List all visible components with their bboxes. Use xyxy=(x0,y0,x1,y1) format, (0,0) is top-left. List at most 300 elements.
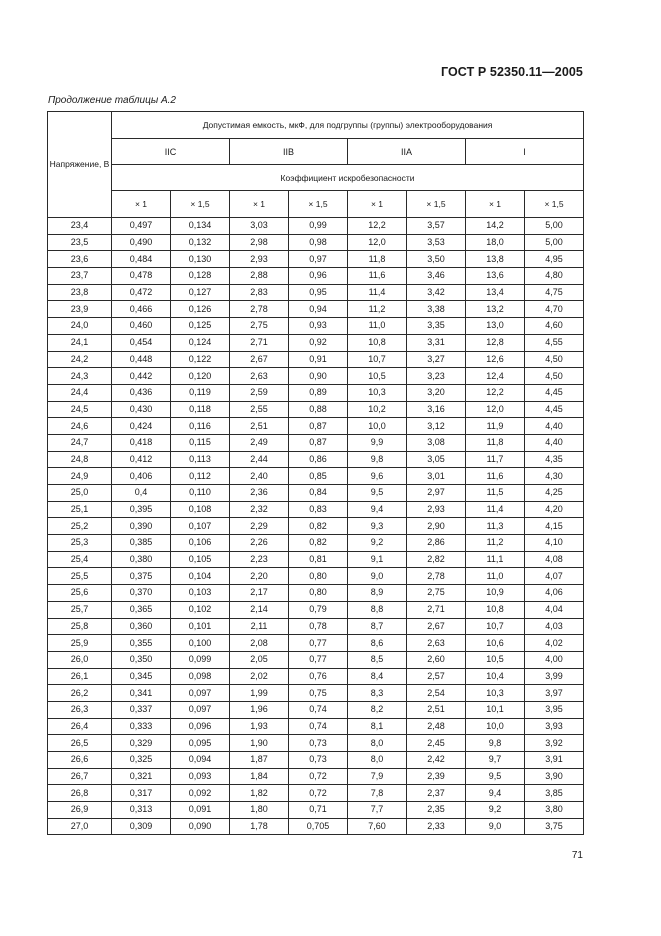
document-standard-number: ГОСТ Р 52350.11—2005 xyxy=(440,65,583,79)
capacity-cell: 9,5 xyxy=(348,485,407,502)
capacity-cell: 0,099 xyxy=(171,651,230,668)
table-body xyxy=(48,218,584,835)
capacity-cell: 12,2 xyxy=(348,218,407,235)
capacity-cell: 3,23 xyxy=(407,368,466,385)
capacity-cell: 9,2 xyxy=(348,535,407,552)
capacity-cell: 11,8 xyxy=(466,434,525,451)
table-row xyxy=(48,802,584,819)
capacity-cell: 10,6 xyxy=(466,635,525,652)
capacity-cell: 1,96 xyxy=(230,701,289,718)
capacity-cell: 3,80 xyxy=(525,802,584,819)
table-row xyxy=(48,551,584,568)
capacity-cell: 7,60 xyxy=(348,818,407,835)
capacity-cell: 0,448 xyxy=(112,351,171,368)
capacity-cell: 2,35 xyxy=(407,802,466,819)
capacity-cell: 0,80 xyxy=(289,585,348,602)
capacity-cell: 0,132 xyxy=(171,234,230,251)
capacity-cell: 11,2 xyxy=(348,301,407,318)
voltage-cell: 24,6 xyxy=(48,418,112,435)
capacity-cell: 11,5 xyxy=(466,485,525,502)
capacity-cell: 0,317 xyxy=(112,785,171,802)
capacity-cell: 10,4 xyxy=(466,668,525,685)
capacity-cell: 0,350 xyxy=(112,651,171,668)
voltage-cell: 25,4 xyxy=(48,551,112,568)
table-row xyxy=(48,601,584,618)
capacity-cell: 4,25 xyxy=(525,485,584,502)
capacity-cell: 2,57 xyxy=(407,668,466,685)
capacity-cell: 9,0 xyxy=(348,568,407,585)
voltage-cell: 25,0 xyxy=(48,485,112,502)
voltage-cell: 27,0 xyxy=(48,818,112,835)
capacity-cell: 0,72 xyxy=(289,768,348,785)
capacity-cell: 3,85 xyxy=(525,785,584,802)
capacity-cell: 9,7 xyxy=(466,752,525,769)
voltage-column-header: Напряжение, В xyxy=(48,112,112,218)
table-row xyxy=(48,268,584,285)
capacity-cell: 1,78 xyxy=(230,818,289,835)
capacity-cell: 2,93 xyxy=(230,251,289,268)
capacity-cell: 11,4 xyxy=(348,284,407,301)
voltage-cell: 24,9 xyxy=(48,468,112,485)
capacity-cell: 3,93 xyxy=(525,718,584,735)
capacity-cell: 10,8 xyxy=(466,601,525,618)
capacity-header: Допустимая емкость, мкФ, для подгруппы (группы) электрооборудования xyxy=(112,112,584,139)
capacity-cell: 12,8 xyxy=(466,334,525,351)
table-row xyxy=(48,334,584,351)
capacity-cell: 0,112 xyxy=(171,468,230,485)
capacity-cell: 0,124 xyxy=(171,334,230,351)
capacity-cell: 0,87 xyxy=(289,418,348,435)
capacity-cell: 0,436 xyxy=(112,384,171,401)
capacity-cell: 0,125 xyxy=(171,318,230,335)
capacity-cell: 2,44 xyxy=(230,451,289,468)
capacity-cell: 10,2 xyxy=(348,401,407,418)
capacity-cell: 2,37 xyxy=(407,785,466,802)
capacity-cell: 11,6 xyxy=(466,468,525,485)
capacity-cell: 13,4 xyxy=(466,284,525,301)
capacity-cell: 0,126 xyxy=(171,301,230,318)
capacity-cell: 0,497 xyxy=(112,218,171,235)
table-row xyxy=(48,351,584,368)
capacity-cell: 9,2 xyxy=(466,802,525,819)
capacity-cell: 0,92 xyxy=(289,334,348,351)
voltage-cell: 25,1 xyxy=(48,501,112,518)
capacity-cell: 0,345 xyxy=(112,668,171,685)
table-row xyxy=(48,468,584,485)
capacity-cell: 9,5 xyxy=(466,768,525,785)
capacity-cell: 0,110 xyxy=(171,485,230,502)
voltage-cell: 23,9 xyxy=(48,301,112,318)
capacity-cell: 0,107 xyxy=(171,518,230,535)
capacity-cell: 0,97 xyxy=(289,251,348,268)
capacity-cell: 0,106 xyxy=(171,535,230,552)
capacity-cell: 3,42 xyxy=(407,284,466,301)
capacity-cell: 4,20 xyxy=(525,501,584,518)
capacity-cell: 10,3 xyxy=(348,384,407,401)
capacity-cell: 2,02 xyxy=(230,668,289,685)
capacity-cell: 0,096 xyxy=(171,718,230,735)
capacity-cell: 0,329 xyxy=(112,735,171,752)
capacity-cell: 0,96 xyxy=(289,268,348,285)
table-row xyxy=(48,618,584,635)
capacity-cell: 0,105 xyxy=(171,551,230,568)
capacity-cell: 10,3 xyxy=(466,685,525,702)
capacity-cell: 4,75 xyxy=(525,284,584,301)
capacity-cell: 0,116 xyxy=(171,418,230,435)
capacity-cell: 4,45 xyxy=(525,401,584,418)
capacity-cell: 0,333 xyxy=(112,718,171,735)
capacity-cell: 3,03 xyxy=(230,218,289,235)
capacity-cell: 13,8 xyxy=(466,251,525,268)
capacity-cell: 8,1 xyxy=(348,718,407,735)
capacity-cell: 10,9 xyxy=(466,585,525,602)
table-row xyxy=(48,418,584,435)
capacity-cell: 3,75 xyxy=(525,818,584,835)
table-row xyxy=(48,585,584,602)
voltage-cell: 24,0 xyxy=(48,318,112,335)
capacity-cell: 4,55 xyxy=(525,334,584,351)
capacity-cell: 4,03 xyxy=(525,618,584,635)
capacity-cell: 10,5 xyxy=(348,368,407,385)
capacity-cell: 2,39 xyxy=(407,768,466,785)
capacity-cell: 0,360 xyxy=(112,618,171,635)
capacity-cell: 0,430 xyxy=(112,401,171,418)
capacity-cell: 2,05 xyxy=(230,651,289,668)
capacity-cell: 0,94 xyxy=(289,301,348,318)
capacity-cell: 0,73 xyxy=(289,735,348,752)
capacity-cell: 2,51 xyxy=(407,701,466,718)
capacity-cell: 2,75 xyxy=(407,585,466,602)
capacity-cell: 10,5 xyxy=(466,651,525,668)
capacity-cell: 2,88 xyxy=(230,268,289,285)
capacity-cell: 0,097 xyxy=(171,701,230,718)
voltage-cell: 26,0 xyxy=(48,651,112,668)
capacity-cell: 4,40 xyxy=(525,418,584,435)
factor-header: × 1,5 xyxy=(171,191,230,218)
capacity-cell: 10,1 xyxy=(466,701,525,718)
page-number: 71 xyxy=(571,850,583,861)
capacity-cell: 0,77 xyxy=(289,635,348,652)
capacity-cell: 0,80 xyxy=(289,568,348,585)
capacity-cell: 0,321 xyxy=(112,768,171,785)
capacity-cell: 8,6 xyxy=(348,635,407,652)
capacity-cell: 0,472 xyxy=(112,284,171,301)
capacity-cell: 0,090 xyxy=(171,818,230,835)
voltage-cell: 24,8 xyxy=(48,451,112,468)
capacity-cell: 13,6 xyxy=(466,268,525,285)
voltage-cell: 24,5 xyxy=(48,401,112,418)
capacity-cell: 0,87 xyxy=(289,434,348,451)
capacity-cell: 0,91 xyxy=(289,351,348,368)
voltage-cell: 24,4 xyxy=(48,384,112,401)
capacity-cell: 4,06 xyxy=(525,585,584,602)
capacity-cell: 3,92 xyxy=(525,735,584,752)
capacity-cell: 2,54 xyxy=(407,685,466,702)
table-row xyxy=(48,535,584,552)
capacity-cell: 10,0 xyxy=(348,418,407,435)
capacity-cell: 13,2 xyxy=(466,301,525,318)
capacity-cell: 0,118 xyxy=(171,401,230,418)
capacity-cell: 0,100 xyxy=(171,635,230,652)
capacity-cell: 0,104 xyxy=(171,568,230,585)
table-row xyxy=(48,651,584,668)
capacity-cell: 3,08 xyxy=(407,434,466,451)
table-row xyxy=(48,251,584,268)
capacity-cell: 11,6 xyxy=(348,268,407,285)
table-row xyxy=(48,401,584,418)
capacity-cell: 2,17 xyxy=(230,585,289,602)
capacity-cell: 18,0 xyxy=(466,234,525,251)
table-row xyxy=(48,234,584,251)
capacity-cell: 8,4 xyxy=(348,668,407,685)
capacity-cell: 3,53 xyxy=(407,234,466,251)
capacity-cell: 0,84 xyxy=(289,485,348,502)
capacity-cell: 0,108 xyxy=(171,501,230,518)
capacity-cell: 2,29 xyxy=(230,518,289,535)
capacity-cell: 11,0 xyxy=(466,568,525,585)
capacity-cell: 0,101 xyxy=(171,618,230,635)
capacity-cell: 9,8 xyxy=(466,735,525,752)
table-row xyxy=(48,384,584,401)
capacitance-table xyxy=(47,111,584,835)
capacity-cell: 0,95 xyxy=(289,284,348,301)
capacity-cell: 10,7 xyxy=(466,618,525,635)
capacity-cell: 4,08 xyxy=(525,551,584,568)
voltage-cell: 26,4 xyxy=(48,718,112,735)
capacity-cell: 4,70 xyxy=(525,301,584,318)
capacity-cell: 0,102 xyxy=(171,601,230,618)
capacity-cell: 0,85 xyxy=(289,468,348,485)
table-row xyxy=(48,451,584,468)
capacity-cell: 0,313 xyxy=(112,802,171,819)
table-row xyxy=(48,768,584,785)
voltage-cell: 25,8 xyxy=(48,618,112,635)
capacity-cell: 0,091 xyxy=(171,802,230,819)
table-row xyxy=(48,485,584,502)
capacity-cell: 4,50 xyxy=(525,368,584,385)
capacity-cell: 12,0 xyxy=(348,234,407,251)
capacity-cell: 0,93 xyxy=(289,318,348,335)
capacity-cell: 11,1 xyxy=(466,551,525,568)
capacity-cell: 2,63 xyxy=(407,635,466,652)
capacity-cell: 2,45 xyxy=(407,735,466,752)
table-row xyxy=(48,318,584,335)
capacity-cell: 0,406 xyxy=(112,468,171,485)
factor-header: × 1 xyxy=(348,191,407,218)
capacity-cell: 11,0 xyxy=(348,318,407,335)
table-row xyxy=(48,635,584,652)
capacity-cell: 0,115 xyxy=(171,434,230,451)
capacity-cell: 0,478 xyxy=(112,268,171,285)
voltage-cell: 26,2 xyxy=(48,685,112,702)
capacity-cell: 0,098 xyxy=(171,668,230,685)
capacity-cell: 3,50 xyxy=(407,251,466,268)
capacity-cell: 9,3 xyxy=(348,518,407,535)
capacity-cell: 0,380 xyxy=(112,551,171,568)
coefficient-header: Коэффициент искробезопасности xyxy=(112,165,584,191)
capacity-cell: 0,442 xyxy=(112,368,171,385)
table-row xyxy=(48,434,584,451)
capacity-cell: 0,113 xyxy=(171,451,230,468)
capacity-cell: 12,0 xyxy=(466,401,525,418)
factor-header: × 1,5 xyxy=(289,191,348,218)
voltage-cell: 23,4 xyxy=(48,218,112,235)
capacity-cell: 0,75 xyxy=(289,685,348,702)
capacity-cell: 0,103 xyxy=(171,585,230,602)
capacity-cell: 4,07 xyxy=(525,568,584,585)
capacity-cell: 2,86 xyxy=(407,535,466,552)
capacity-cell: 4,00 xyxy=(525,651,584,668)
capacity-cell: 10,0 xyxy=(466,718,525,735)
capacity-cell: 7,7 xyxy=(348,802,407,819)
table-row xyxy=(48,752,584,769)
capacity-cell: 3,31 xyxy=(407,334,466,351)
capacity-cell: 12,4 xyxy=(466,368,525,385)
voltage-cell: 26,1 xyxy=(48,668,112,685)
capacity-cell: 0,128 xyxy=(171,268,230,285)
table-row xyxy=(48,718,584,735)
capacity-cell: 8,0 xyxy=(348,752,407,769)
capacity-cell: 4,35 xyxy=(525,451,584,468)
capacity-cell: 2,78 xyxy=(407,568,466,585)
capacity-cell: 0,134 xyxy=(171,218,230,235)
capacity-cell: 2,33 xyxy=(407,818,466,835)
capacity-cell: 0,82 xyxy=(289,518,348,535)
capacity-cell: 2,55 xyxy=(230,401,289,418)
capacity-cell: 4,95 xyxy=(525,251,584,268)
capacity-cell: 0,093 xyxy=(171,768,230,785)
capacity-cell: 8,0 xyxy=(348,735,407,752)
capacity-cell: 2,60 xyxy=(407,651,466,668)
factor-header: × 1 xyxy=(230,191,289,218)
capacity-cell: 12,6 xyxy=(466,351,525,368)
voltage-cell: 23,6 xyxy=(48,251,112,268)
table-row xyxy=(48,701,584,718)
capacity-cell: 3,99 xyxy=(525,668,584,685)
capacity-cell: 0,370 xyxy=(112,585,171,602)
capacity-cell: 14,2 xyxy=(466,218,525,235)
capacity-cell: 11,3 xyxy=(466,518,525,535)
capacity-cell: 9,4 xyxy=(466,785,525,802)
capacity-cell: 0,76 xyxy=(289,668,348,685)
capacity-cell: 2,40 xyxy=(230,468,289,485)
factor-header: × 1 xyxy=(466,191,525,218)
table-row xyxy=(48,368,584,385)
capacity-cell: 8,7 xyxy=(348,618,407,635)
table-row xyxy=(48,284,584,301)
table-row xyxy=(48,218,584,235)
capacity-cell: 0,337 xyxy=(112,701,171,718)
capacity-cell: 0,90 xyxy=(289,368,348,385)
capacity-cell: 3,12 xyxy=(407,418,466,435)
capacity-cell: 1,82 xyxy=(230,785,289,802)
capacity-cell: 8,2 xyxy=(348,701,407,718)
capacity-cell: 11,7 xyxy=(466,451,525,468)
capacity-cell: 0,375 xyxy=(112,568,171,585)
table-row xyxy=(48,818,584,835)
factor-header: × 1,5 xyxy=(525,191,584,218)
capacity-cell: 7,9 xyxy=(348,768,407,785)
capacity-cell: 0,120 xyxy=(171,368,230,385)
capacity-cell: 0,98 xyxy=(289,234,348,251)
capacity-cell: 3,01 xyxy=(407,468,466,485)
capacity-cell: 0,73 xyxy=(289,752,348,769)
table-row xyxy=(48,518,584,535)
capacity-cell: 2,67 xyxy=(230,351,289,368)
capacity-cell: 0,424 xyxy=(112,418,171,435)
capacity-cell: 2,49 xyxy=(230,434,289,451)
capacity-cell: 3,16 xyxy=(407,401,466,418)
voltage-cell: 23,5 xyxy=(48,234,112,251)
capacity-cell: 10,7 xyxy=(348,351,407,368)
table-row xyxy=(48,568,584,585)
capacity-cell: 4,04 xyxy=(525,601,584,618)
capacity-cell: 0,309 xyxy=(112,818,171,835)
voltage-cell: 26,5 xyxy=(48,735,112,752)
capacity-cell: 0,77 xyxy=(289,651,348,668)
capacity-cell: 2,78 xyxy=(230,301,289,318)
voltage-cell: 25,9 xyxy=(48,635,112,652)
capacity-cell: 2,75 xyxy=(230,318,289,335)
capacity-cell: 0,466 xyxy=(112,301,171,318)
voltage-cell: 26,7 xyxy=(48,768,112,785)
capacity-cell: 4,50 xyxy=(525,351,584,368)
capacity-cell: 0,89 xyxy=(289,384,348,401)
capacity-cell: 3,05 xyxy=(407,451,466,468)
table-row xyxy=(48,501,584,518)
capacity-cell: 11,9 xyxy=(466,418,525,435)
capacity-cell: 0,79 xyxy=(289,601,348,618)
capacity-cell: 2,23 xyxy=(230,551,289,568)
voltage-cell: 24,7 xyxy=(48,434,112,451)
capacity-cell: 2,42 xyxy=(407,752,466,769)
capacity-cell: 13,0 xyxy=(466,318,525,335)
capacity-cell: 8,5 xyxy=(348,651,407,668)
capacity-cell: 0,78 xyxy=(289,618,348,635)
voltage-cell: 26,8 xyxy=(48,785,112,802)
capacity-cell: 0,74 xyxy=(289,701,348,718)
capacity-cell: 11,4 xyxy=(466,501,525,518)
capacity-cell: 0,119 xyxy=(171,384,230,401)
capacity-cell: 8,9 xyxy=(348,585,407,602)
group-header: IIC xyxy=(112,139,230,165)
capacity-cell: 3,20 xyxy=(407,384,466,401)
capacity-cell: 1,84 xyxy=(230,768,289,785)
capacity-cell: 0,390 xyxy=(112,518,171,535)
capacity-cell: 0,094 xyxy=(171,752,230,769)
capacity-cell: 0,325 xyxy=(112,752,171,769)
capacity-cell: 0,454 xyxy=(112,334,171,351)
capacity-cell: 2,51 xyxy=(230,418,289,435)
capacity-cell: 0,72 xyxy=(289,785,348,802)
capacity-cell: 0,71 xyxy=(289,802,348,819)
table-row xyxy=(48,668,584,685)
capacity-cell: 5,00 xyxy=(525,234,584,251)
voltage-cell: 23,8 xyxy=(48,284,112,301)
voltage-cell: 26,3 xyxy=(48,701,112,718)
capacity-cell: 0,341 xyxy=(112,685,171,702)
capacity-cell: 0,74 xyxy=(289,718,348,735)
factor-header: × 1 xyxy=(112,191,171,218)
table-caption: Продолжение таблицы А.2 xyxy=(48,95,176,106)
capacity-cell: 4,40 xyxy=(525,434,584,451)
capacity-cell: 10,8 xyxy=(348,334,407,351)
capacity-cell: 0,490 xyxy=(112,234,171,251)
table-row xyxy=(48,735,584,752)
voltage-cell: 25,3 xyxy=(48,535,112,552)
voltage-cell: 26,9 xyxy=(48,802,112,819)
capacity-cell: 2,26 xyxy=(230,535,289,552)
